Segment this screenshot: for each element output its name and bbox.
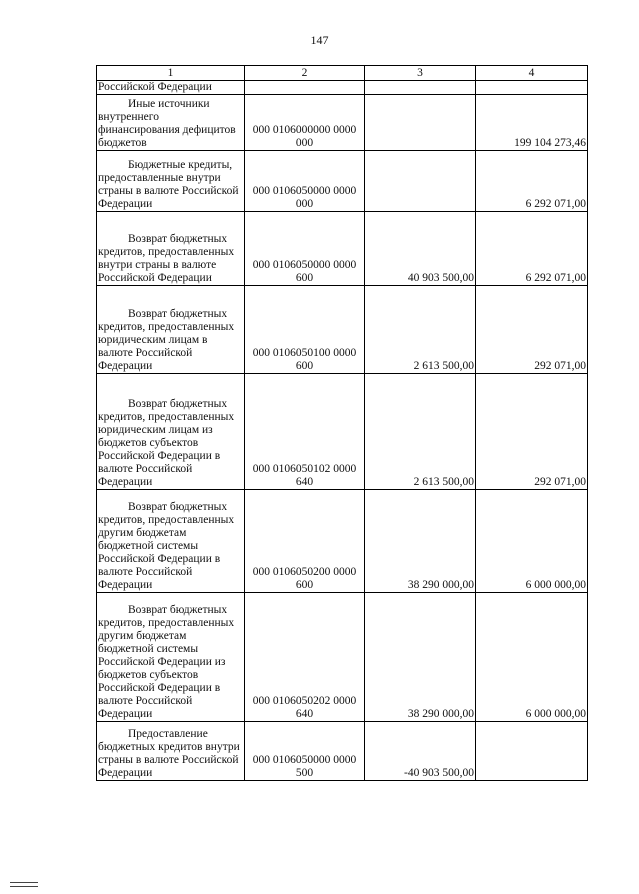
row-name-lead: Возврат бюджетных	[128, 398, 228, 410]
row-name-lead: Предоставление	[128, 728, 208, 740]
table-row	[97, 593, 588, 722]
row-code-cell: 000 0106050200 0000 600	[245, 490, 365, 593]
row-code-cell: 000 0106050000 0000 000	[245, 151, 365, 212]
table-row	[97, 151, 588, 212]
row-name-text: кредитов, предоставленных другим бюджетам бюджетной системы Российской Федерации из бюджетов субъектов Российской Федерации в валюте Российской Федерации	[98, 617, 235, 720]
row-code-cell: 000 0106050102 0000 640	[245, 374, 365, 490]
column-number-2: 2	[245, 66, 365, 81]
row-name-text: кредитов, предоставленных внутри страны в валюте Российской Федерации	[98, 246, 235, 284]
row-name-text: бюджетных кредитов внутри страны в валюте Российской Федерации	[98, 741, 240, 779]
row-col3-cell: -40 903 500,00	[365, 722, 476, 781]
row-name-cell	[97, 490, 245, 593]
row-name-lead: Возврат бюджетных	[128, 501, 228, 513]
row-col4-cell	[476, 81, 588, 95]
row-col3-cell	[365, 95, 476, 151]
row-code-cell	[245, 81, 365, 95]
row-name-cell	[97, 212, 245, 286]
row-name-text: кредитов, предоставленных юридическим лицам из бюджетов субъектов Российской Федерации в валюте Российской Федерации	[98, 411, 235, 488]
row-col3-cell: 40 903 500,00	[365, 212, 476, 286]
budget-sources-table	[96, 65, 588, 781]
row-col3-cell: 38 290 000,00	[365, 593, 476, 722]
row-name-lead: Иные источники	[128, 98, 210, 110]
row-col4-cell: 199 104 273,46	[476, 95, 588, 151]
row-name-lead: Возврат бюджетных	[128, 233, 228, 245]
column-number-4: 4	[476, 66, 588, 81]
row-col4-cell	[476, 722, 588, 781]
row-col3-cell: 2 613 500,00	[365, 286, 476, 374]
page-number: 147	[310, 33, 329, 47]
row-col3-cell: 38 290 000,00	[365, 490, 476, 593]
row-name-cell	[97, 81, 245, 95]
row-code-cell: 000 0106050202 0000 640	[245, 593, 365, 722]
table-row	[97, 286, 588, 374]
table-row	[97, 212, 588, 286]
row-name-cell	[97, 722, 245, 781]
row-name-cell	[97, 374, 245, 490]
row-name-lead: Возврат бюджетных	[128, 604, 228, 616]
row-col4-cell: 6 292 071,00	[476, 151, 588, 212]
row-col4-cell: 6 000 000,00	[476, 490, 588, 593]
row-name-text: предоставленные внутри страны в валюте Российской Федерации	[98, 172, 239, 210]
column-number-row	[97, 66, 588, 81]
row-col3-cell	[365, 81, 476, 95]
table-row	[97, 81, 588, 95]
row-code-cell: 000 0106000000 0000 000	[245, 95, 365, 151]
row-name-text: внутреннего финансирования дефицитов бюджетов	[98, 111, 236, 149]
row-name-cell	[97, 95, 245, 151]
row-code-cell: 000 0106050100 0000 600	[245, 286, 365, 374]
row-col4-cell: 6 292 071,00	[476, 212, 588, 286]
footer-double-rule	[10, 882, 38, 887]
column-number-3: 3	[365, 66, 476, 81]
row-code-cell: 000 0106050000 0000 600	[245, 212, 365, 286]
row-name-cell	[97, 286, 245, 374]
row-col3-cell	[365, 151, 476, 212]
row-name-text: Российской Федерации	[98, 81, 212, 93]
row-name-lead: Бюджетные кредиты,	[128, 159, 233, 171]
row-name-cell	[97, 593, 245, 722]
table-body	[97, 66, 588, 781]
row-col4-cell: 292 071,00	[476, 374, 588, 490]
row-name-text: кредитов, предоставленных юридическим лицам в валюте Российской Федерации	[98, 321, 235, 372]
row-name-cell	[97, 151, 245, 212]
row-col3-cell: 2 613 500,00	[365, 374, 476, 490]
column-number-1: 1	[97, 66, 245, 81]
row-name-text: кредитов, предоставленных другим бюджетам бюджетной системы Российской Федерации в валюте Российской Федерации	[98, 514, 235, 591]
table-row	[97, 374, 588, 490]
table-row	[97, 95, 588, 151]
table-row	[97, 490, 588, 593]
table-row	[97, 722, 588, 781]
row-col4-cell: 6 000 000,00	[476, 593, 588, 722]
row-name-lead: Возврат бюджетных	[128, 308, 228, 320]
row-col4-cell: 292 071,00	[476, 286, 588, 374]
row-code-cell: 000 0106050000 0000 500	[245, 722, 365, 781]
